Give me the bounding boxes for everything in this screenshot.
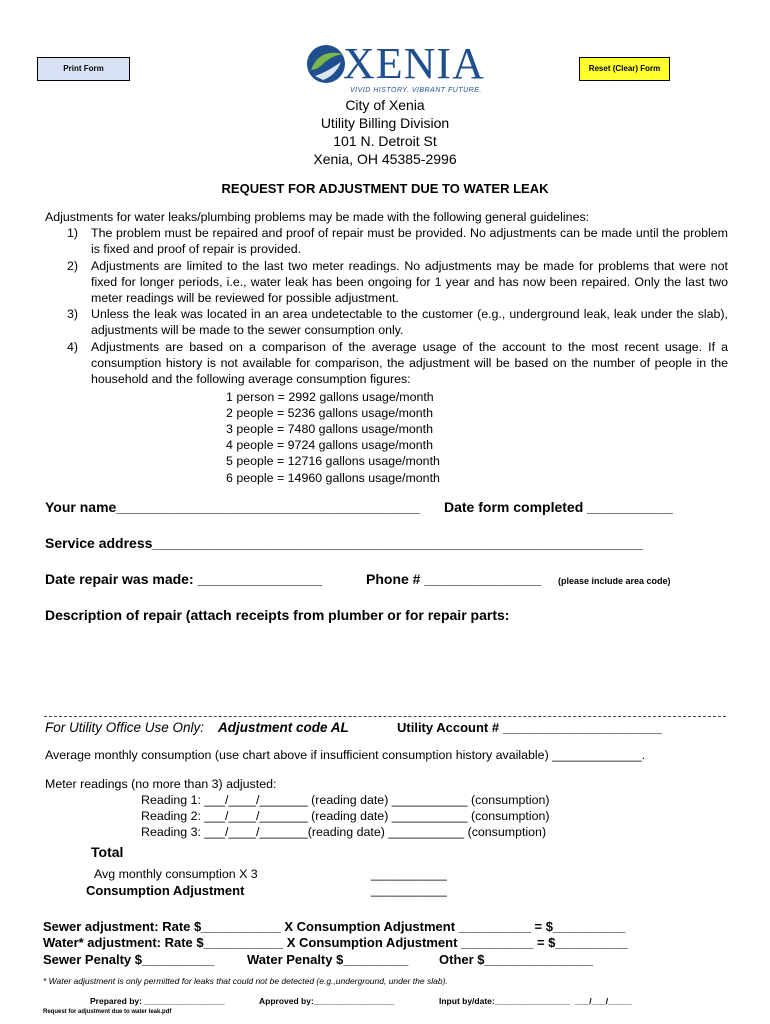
approved-by-field[interactable]: Approved by:_________________ bbox=[259, 996, 395, 1006]
guideline-number: 1) bbox=[67, 226, 79, 240]
guideline-text: Adjustments are based on a comparison of the average usage of the account to the most recent usage. If a consumption history is not available for comparison, the adjustment will be based on the number of people in the household and the following average consumption figures: bbox=[91, 340, 728, 386]
address-line: City of Xenia bbox=[345, 97, 425, 113]
reading-line[interactable]: Reading 2: ___/____/_______ (reading date) ___________ (consumption) bbox=[141, 809, 550, 823]
reading-line[interactable]: Reading 1: ___/____/_______ (reading date) ___________ (consumption) bbox=[141, 793, 550, 807]
sewer-penalty-field[interactable]: Sewer Penalty $__________ bbox=[43, 952, 215, 967]
logo-wordmark: XENIA bbox=[343, 39, 485, 88]
avg-x3-label: Avg monthly consumption X 3 bbox=[94, 867, 258, 881]
consumption-figure: 5 people = 12716 gallons usage/month bbox=[226, 454, 440, 468]
other-field[interactable]: Other $_______________ bbox=[439, 952, 593, 967]
xenia-logo-icon bbox=[305, 42, 347, 91]
average-monthly-field[interactable]: Average monthly consumption (use chart above if insufficient consumption history available) _____________. bbox=[45, 748, 646, 762]
input-by-field[interactable]: Input by/date:________________ ___/___/_____ bbox=[439, 996, 632, 1006]
reading-line[interactable]: Reading 3: ___/____/_______(reading date) ___________ (consumption) bbox=[141, 825, 547, 839]
guideline-number: 4) bbox=[67, 340, 79, 354]
address-line: Xenia, OH 45385-2996 bbox=[313, 151, 457, 167]
water-penalty-field[interactable]: Water Penalty $_________ bbox=[247, 952, 409, 967]
consumption-figure: 4 people = 9724 gallons usage/month bbox=[226, 438, 434, 452]
consumption-figure: 2 people = 5236 gallons usage/month bbox=[226, 406, 434, 420]
intro-text: Adjustments for water leaks/plumbing problems may be made with the following general guidelines: bbox=[45, 210, 590, 224]
sewer-adjustment-line[interactable]: Sewer adjustment: Rate $___________ X Consumption Adjustment __________ = $__________ bbox=[43, 919, 626, 934]
office-divider bbox=[44, 716, 726, 717]
meter-readings-heading: Meter readings (no more than 3) adjusted: bbox=[45, 777, 277, 791]
description-label: Description of repair (attach receipts from plumber or for repair parts: bbox=[45, 607, 510, 623]
guideline-text: Unless the leak was located in an area undetectable to the customer (e.g., underground leak, leak under the slab), adjustments will be made to the sewer consumption only. bbox=[91, 307, 728, 337]
guideline-text: Adjustments are limited to the last two meter readings. No adjustments may be made for problems that were not fixed for longer periods, i.e., water leak has been ongoing for 1 year and has now been repaired. Only the last two meter readings will be reviewed for possible adjustment. bbox=[91, 259, 728, 305]
water-adjustment-line[interactable]: Water* adjustment: Rate $___________ X Consumption Adjustment __________ = $__________ bbox=[43, 935, 628, 950]
date-repair-field[interactable]: Date repair was made: ________________ bbox=[45, 571, 323, 587]
reset-form-button[interactable]: Reset (Clear) Form bbox=[579, 57, 670, 81]
consumption-adjustment-blank[interactable]: ___________ bbox=[371, 883, 447, 897]
date-completed-field[interactable]: Date form completed ___________ bbox=[444, 499, 673, 515]
consumption-figure: 1 person = 2992 gallons usage/month bbox=[226, 390, 434, 404]
form-title: REQUEST FOR ADJUSTMENT DUE TO WATER LEAK bbox=[221, 181, 549, 196]
description-area[interactable] bbox=[45, 628, 727, 712]
consumption-figure: 6 people = 14960 gallons usage/month bbox=[226, 471, 440, 485]
consumption-adjustment-label: Consumption Adjustment bbox=[86, 883, 245, 898]
guideline-text: The problem must be repaired and proof of repair must be provided. No adjustments can be made until the problem is fixed and proof of repair is provided. bbox=[91, 226, 728, 256]
your-name-field[interactable]: Your name_______________________________________ bbox=[45, 499, 420, 515]
utility-account-field[interactable]: Utility Account # ______________________ bbox=[397, 720, 662, 735]
prepared-by-field[interactable]: Prepared by: _________________ bbox=[90, 996, 225, 1006]
logo-tagline: VIVID HISTORY. VIBRANT FUTURE. bbox=[350, 87, 482, 94]
guideline-number: 3) bbox=[67, 307, 79, 321]
file-name-footer: Request for adjustment due to water leak.pdf bbox=[43, 1009, 172, 1015]
address-line: Utility Billing Division bbox=[320, 115, 450, 131]
phone-note: (please include area code) bbox=[558, 576, 671, 586]
office-use-label: For Utility Office Use Only: bbox=[45, 720, 205, 735]
footnote: * Water adjustment is only permitted for leaks that could not be detected (e.g.,underground, under the slab). bbox=[43, 976, 448, 986]
guideline-number: 2) bbox=[67, 259, 79, 273]
avg-x3-blank[interactable]: ___________ bbox=[371, 867, 447, 881]
total-heading: Total bbox=[91, 844, 124, 860]
print-form-button[interactable]: Print Form bbox=[37, 57, 130, 81]
consumption-figure: 3 people = 7480 gallons usage/month bbox=[226, 422, 434, 436]
adjustment-code: Adjustment code AL bbox=[218, 720, 349, 735]
service-address-field[interactable]: Service address_______________________________________________________________ bbox=[45, 535, 643, 551]
address-line: 101 N. Detroit St bbox=[333, 133, 437, 149]
phone-field[interactable]: Phone # _______________ bbox=[366, 571, 542, 587]
